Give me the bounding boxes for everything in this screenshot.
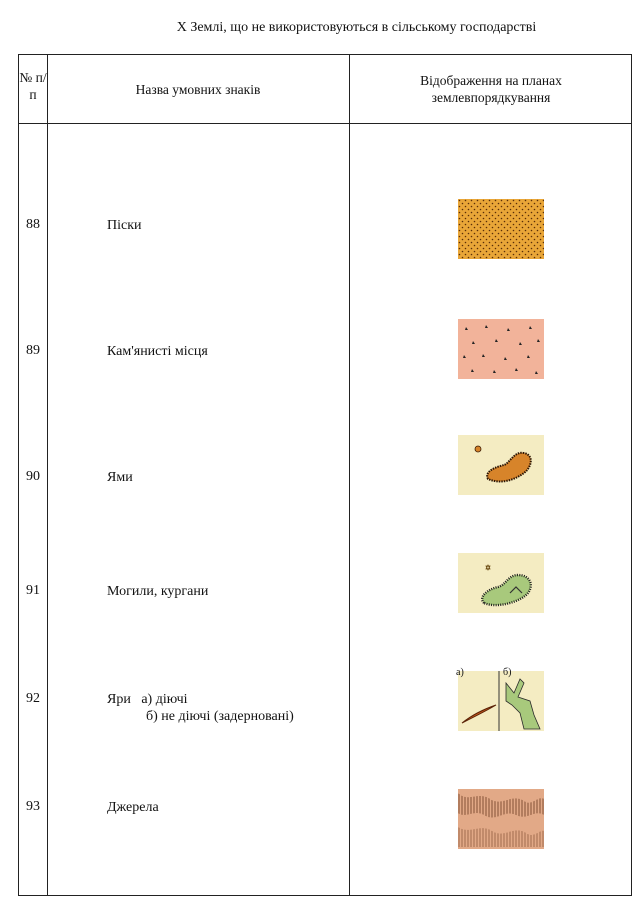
legend-table (18, 54, 632, 896)
image-label-a: а) (456, 667, 464, 678)
row-number: 91 (26, 583, 40, 598)
ravines-symbol-icon (458, 671, 544, 731)
row-number: 92 (26, 691, 40, 706)
header-image: Відображення на планах землевпорядкування (420, 73, 562, 105)
column-divider (47, 55, 48, 895)
row-name (107, 691, 294, 725)
row-name-sub: б) не діючі (задерновані) (146, 709, 294, 724)
pits-symbol-icon (458, 435, 544, 495)
row-number: 88 (26, 217, 40, 232)
row-number: 90 (26, 469, 40, 484)
row-number: 93 (26, 799, 40, 814)
header-number: № п/п (19, 70, 47, 102)
row-name: Джерела (107, 800, 159, 815)
row-name: Кам'янисті місця (107, 344, 208, 359)
column-divider (349, 55, 350, 895)
springs-symbol-icon (458, 789, 544, 849)
header-name: Назва умовних знаків (135, 82, 261, 97)
mounds-symbol-icon (458, 553, 544, 613)
stony-places-symbol-icon (458, 319, 544, 379)
row-name: Ями (107, 470, 133, 485)
row-name: Піски (107, 218, 142, 233)
row-name: Могили, кургани (107, 584, 209, 599)
sand-symbol-icon (458, 199, 544, 259)
row-number: 89 (26, 343, 40, 358)
header-divider (19, 123, 631, 124)
page-heading: X Землі, що не використовуються в сільському господарстві (176, 20, 537, 35)
row-name-main: Яри а) діючі (107, 692, 188, 707)
image-label-b: б) (503, 667, 512, 678)
